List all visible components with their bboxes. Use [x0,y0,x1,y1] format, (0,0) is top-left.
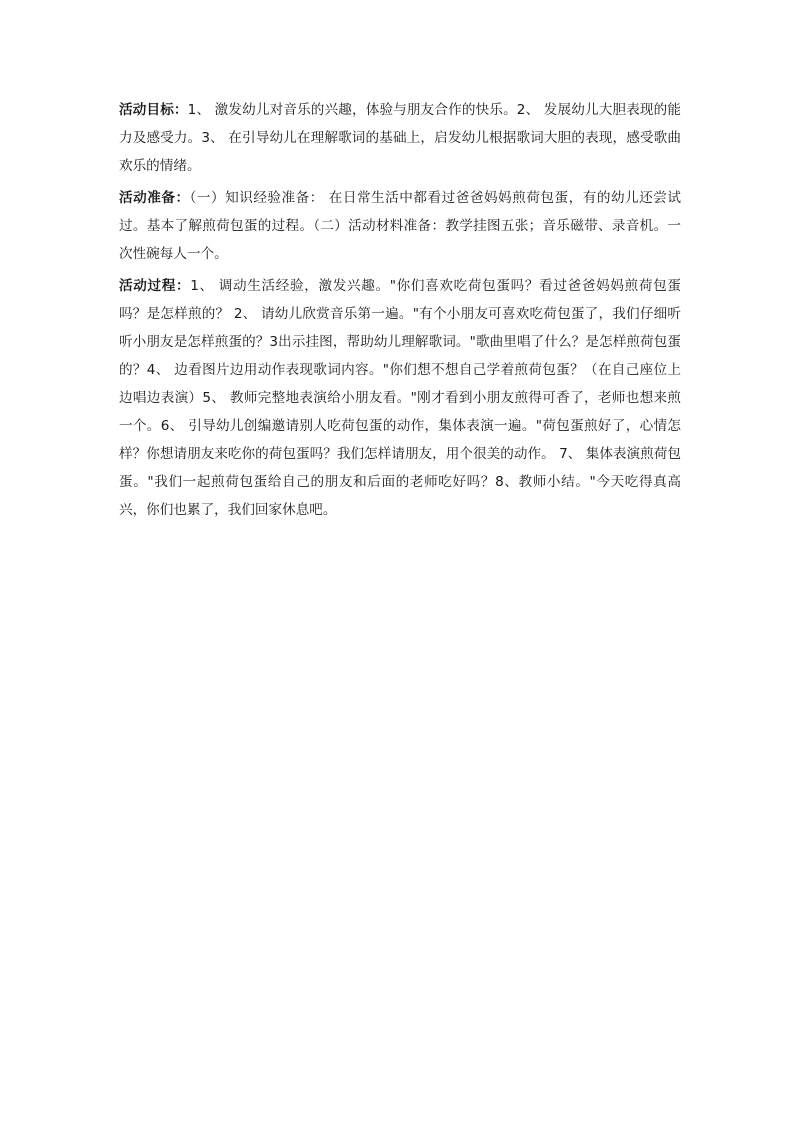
section-text-process: 1、 调动生活经验，激发兴趣。"你们喜欢吃荷包蛋吗？看过爸爸妈妈煎荷包蛋吗？是怎样煎的？ 2、 请幼儿欣赏音乐第一遍。"有个小朋友可喜欢吃荷包蛋了，我们仔细听听小朋友是怎样煎蛋的？3出示挂图，帮助幼儿理解歌词。"歌曲里唱了什么？是怎样煎荷包蛋的？4、 边看图片边用动作表现歌词内容。"你们想不想自己学着煎荷包蛋？（在自己座位上边唱边表演）5、 教师完整地表演给小朋友看。"刚才看到小朋友煎得可香了，老师也想来煎一个。6、 引导幼儿创编邀请别人吃荷包蛋的动作，集体表演一遍。"荷包蛋煎好了，心情怎样？你想请朋友来吃你的荷包蛋吗？我们怎样请朋友，用个很美的动作。 7、 集体表演煎荷包蛋。"我们一起煎荷包蛋给自己的朋友和后面的老师吃好吗？8、教师小结。"今天吃得真高兴，你们也累了，我们回家休息吧。 [119,278,681,518]
section-label-process: 活动过程： [119,278,191,294]
section-label-goals: 活动目标： [119,102,188,118]
section-activity-process [119,272,681,524]
section-text-goals: 1、 激发幼儿对音乐的兴趣，体验与朋友合作的快乐。2、 发展幼儿大胆表现的能力及感受力。3、 在引导幼儿在理解歌词的基础上，启发幼儿根据歌词大胆的表现，感受歌曲欢乐的情绪。 [119,102,681,174]
section-activity-preparation [119,184,681,268]
section-text-preparation: （一）知识经验准备： 在日常生活中都看过爸爸妈妈煎荷包蛋，有的幼儿还尝试过。基本了解煎荷包蛋的过程。（二）活动材料准备：教学挂图五张；音乐磁带、录音机。一次性碗每人一个。 [119,190,681,262]
document-body [119,96,681,528]
section-activity-goals [119,96,681,180]
section-label-preparation: 活动准备： [119,190,190,206]
